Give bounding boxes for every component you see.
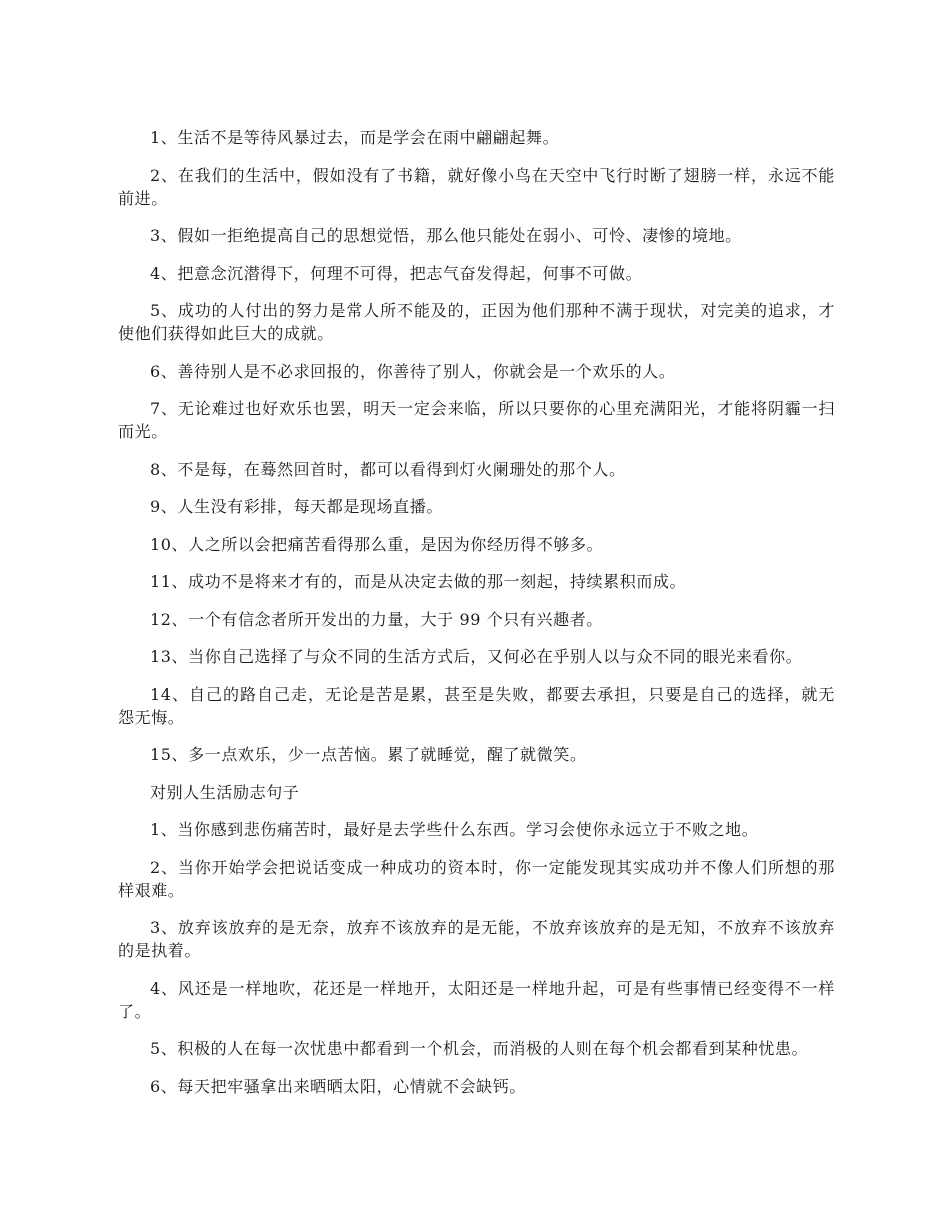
quote-paragraph: 1、生活不是等待风暴过去，而是学会在雨中翩翩起舞。 [150, 128, 560, 147]
quote-paragraph: 15、多一点欢乐，少一点苦恼。累了就睡觉，醒了就微笑。 [150, 745, 587, 764]
quote-paragraph: 5、成功的人付出的努力是常人所不能及的，正因为他们那种不满于现状，对完美的追求，才使他们获得如此巨大的成就。 [118, 301, 835, 343]
quote-paragraph: 4、把意念沉潜得下，何理不可得，把志气奋发得起，何事不可做。 [150, 263, 643, 283]
quote-paragraph: 9、人生没有彩排，每天都是现场直播。 [150, 497, 443, 516]
quote-paragraph: 4、风还是一样地吹，花还是一样地开，太阳还是一样地升起，可是有些事情已经变得不一样了。 [118, 978, 835, 1021]
quote-paragraph: 3、放弃该放弃的是无奈，放弃不该放弃的是无能，不放弃该放弃的是无知，不放弃不该放弃的是执着。 [118, 918, 835, 960]
quote-paragraph: 14、自己的路自己走，无论是苦是累，甚至是失败，都要去承担，只要是自己的选择，就无怨无悔。 [118, 684, 835, 727]
quote-paragraph: 6、每天把牢骚拿出来晒晒太阳，心情就不会缺钙。 [150, 1076, 526, 1096]
quote-paragraph: 11、成功不是将来才有的，而是从决定去做的那一刻起，持续累积而成。 [150, 572, 687, 591]
quote-paragraph: 12、一个有信念者所开发出的力量，大于 99 个只有兴趣者。 [150, 609, 603, 629]
section-heading: 对别人生活励志句子 [150, 782, 300, 802]
quote-paragraph: 13、当你自己选择了与众不同的生活方式后，又何必在乎别人以与众不同的眼光来看你。 [150, 647, 803, 666]
quote-paragraph: 7、无论难过也好欢乐也罢，明天一定会来临，所以只要你的心里充满阳光，才能将阴霾一扫而光。 [118, 399, 835, 441]
quote-paragraph: 8、不是每，在蓦然回首时，都可以看得到灯火阑珊处的那个人。 [150, 459, 626, 479]
quote-paragraph: 2、在我们的生活中，假如没有了书籍，就好像小鸟在天空中飞行时断了翅膀一样，永远不能前进。 [118, 165, 835, 208]
quote-paragraph: 10、人之所以会把痛苦看得那么重，是因为你经历得不够多。 [150, 534, 604, 554]
quote-paragraph: 2、当你开始学会把说话变成一种成功的资本时，你一定能发现其实成功并不像人们所想的那样艰难。 [118, 857, 835, 900]
document-body [118, 126, 835, 1112]
quote-paragraph: 1、当你感到悲伤痛苦时，最好是去学些什么东西。学习会使你永远立于不败之地。 [150, 820, 759, 839]
quote-paragraph: 5、积极的人在每一次忧患中都看到一个机会，而消极的人则在每个机会都看到某种忧患。 [150, 1039, 809, 1058]
quote-paragraph: 6、善待别人是不必求回报的，你善待了别人，你就会是一个欢乐的人。 [150, 361, 676, 381]
quote-paragraph: 3、假如一拒绝提高自己的思想觉悟，那么他只能处在弱小、可怜、凄惨的境地。 [150, 226, 742, 245]
